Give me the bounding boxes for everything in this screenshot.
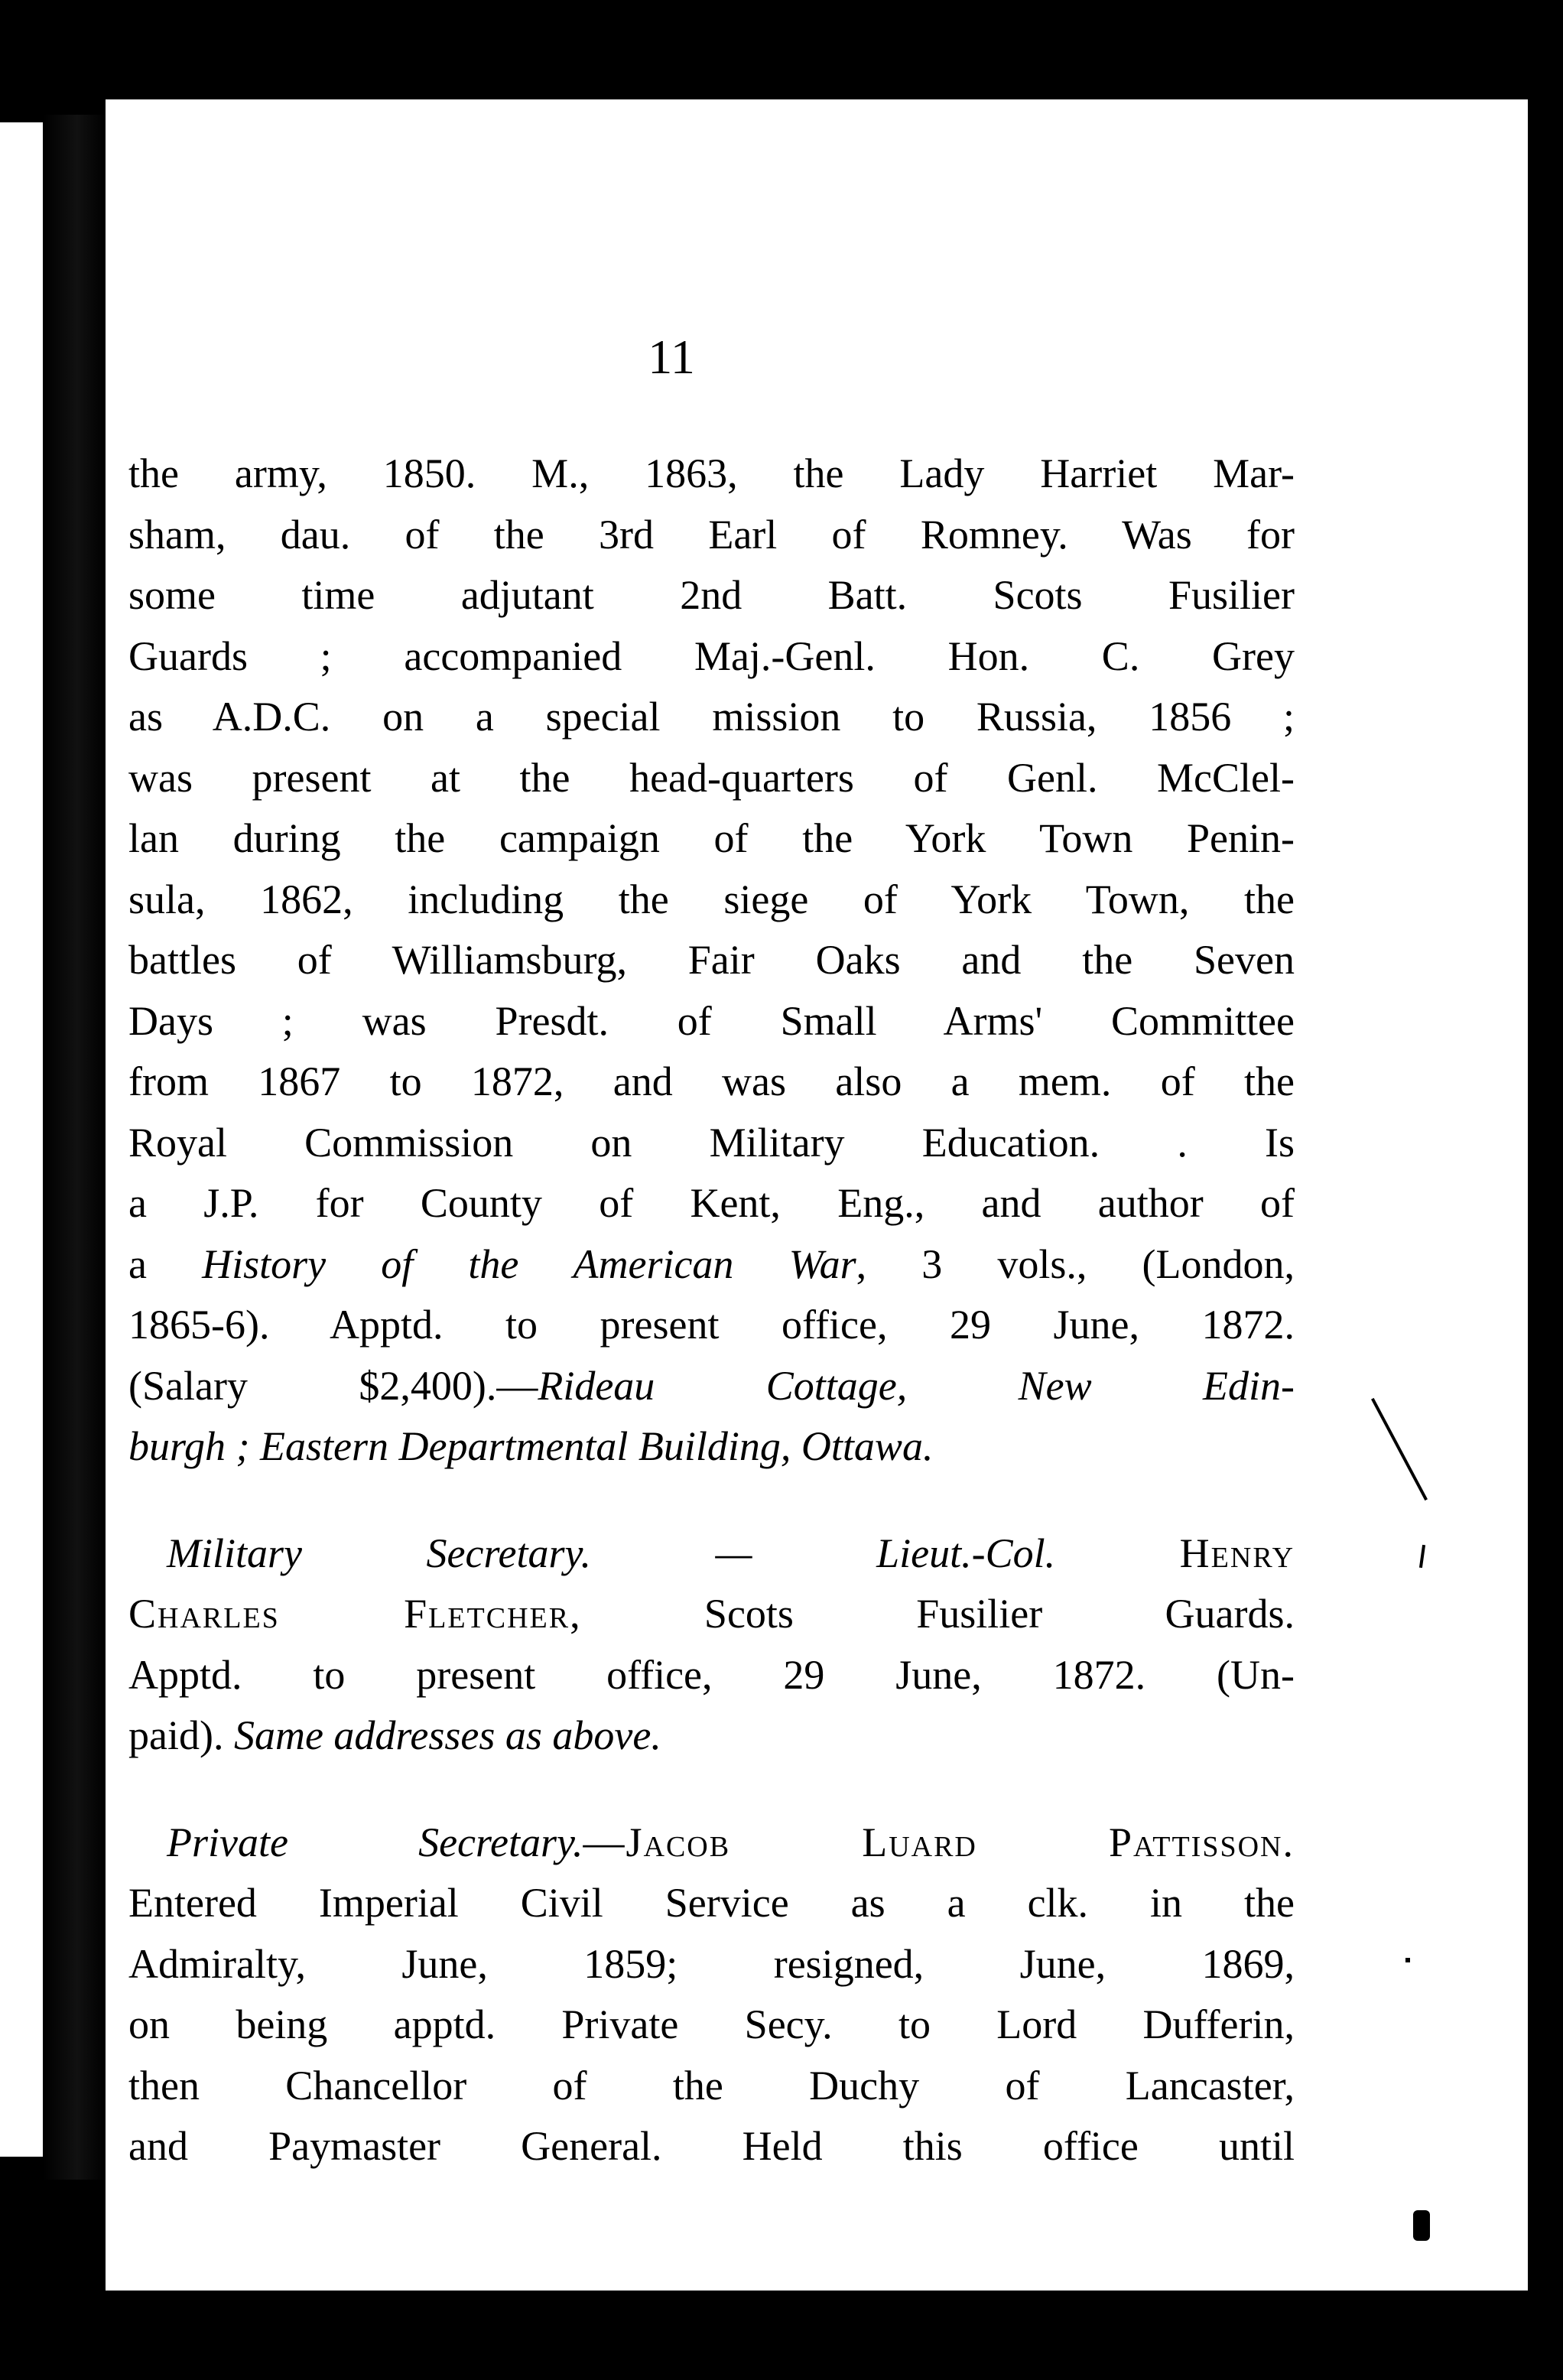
address-text: Rideau Cottage, New Edin- [538, 1362, 1295, 1409]
text-line [128, 1705, 1295, 1767]
text-run: (Salary $2,400).— [128, 1362, 538, 1409]
book-gutter-shadow [43, 115, 106, 2180]
text-line: and Paymaster General. Held this office until [128, 2123, 1295, 2169]
text-line: the army, 1850. M., 1863, the Lady Harriet Mar- [128, 450, 1295, 496]
text-line: as A.D.C. on a special mission to Russia, 1856 ; [128, 694, 1295, 740]
text-line: then Chancellor of the Duchy of Lancaster, [128, 2062, 1295, 2109]
text-line: some time adjutant 2nd Batt. Scots Fusilier [128, 572, 1295, 618]
person-name: Henry [1179, 1530, 1295, 1576]
text-line: on being apptd. Private Secy. to Lord Dufferin, [128, 2001, 1295, 2047]
text-line: a J.P. for County of Kent, Eng., and author of [128, 1180, 1295, 1226]
office-title: Private Secretary. [167, 1819, 583, 1865]
page-number: 11 [648, 330, 695, 384]
scan-line-mark [1371, 1398, 1428, 1501]
text-run: paid). [128, 1712, 234, 1758]
text-run: Scots Fusilier Guards. [704, 1591, 1295, 1637]
text-line-address [128, 1416, 1295, 1478]
text-line: was present at the head-quarters of Genl. McClel- [128, 754, 1295, 801]
person-name: Charles Fletcher, [128, 1591, 582, 1637]
address-text: burgh ; Eastern Departmental Building, Ottawa. [128, 1423, 934, 1469]
text-line-heading [128, 1813, 1295, 1874]
scan-mark [1419, 1545, 1425, 1568]
person-name: —Jacob Luard Pattisson. [583, 1819, 1295, 1865]
text-line: 1865-6). Apptd. to present office, 29 June, 1872. [128, 1302, 1295, 1348]
paragraph-fletcher-biography [128, 444, 1295, 1478]
text-line: Entered Imperial Civil Service as a clk. in the [128, 1880, 1295, 1926]
scan-blot [1413, 2210, 1430, 2241]
text-line: Apptd. to present office, 29 June, 1872. (Un- [128, 1651, 1295, 1698]
address-note: Same addresses as above. [233, 1712, 661, 1758]
paragraph-private-secretary [128, 1813, 1295, 2177]
book-page [106, 99, 1528, 2291]
scan-speck [1405, 1958, 1410, 1962]
text-line-salary-address [128, 1356, 1295, 1417]
text-line: Royal Commission on Military Education. . Is [128, 1119, 1295, 1166]
text-run: a [128, 1240, 203, 1287]
text-line: sula, 1862, including the siege of York Town, the [128, 876, 1295, 922]
text-line: Admiralty, June, 1859; resigned, June, 1869, [128, 1940, 1295, 1987]
scan-border-right [1528, 0, 1563, 2380]
text-line-heading [128, 1523, 1295, 1585]
paragraph-military-secretary [128, 1523, 1295, 1767]
text-run: , 3 vols., (London, [856, 1240, 1295, 1287]
text-line: sham, dau. of the 3rd Earl of Romney. Was for [128, 511, 1295, 558]
text-line: battles of Williamsburg, Fair Oaks and the Seven [128, 937, 1295, 983]
text-line: Days ; was Presdt. of Small Arms' Committee [128, 997, 1295, 1044]
book-title: History of the American War [202, 1240, 856, 1287]
text-line: Guards ; accompanied Maj.-Genl. Hon. C. Grey [128, 632, 1295, 679]
text-line [128, 1584, 1295, 1645]
office-title: Military Secretary. — Lieut.-Col. [167, 1530, 1056, 1576]
text-line-with-italic-title [128, 1234, 1295, 1296]
text-line: from 1867 to 1872, and was also a mem. of the [128, 1058, 1295, 1104]
text-line: lan during the campaign of the York Town Penin- [128, 815, 1295, 861]
page-body [128, 444, 1295, 2177]
